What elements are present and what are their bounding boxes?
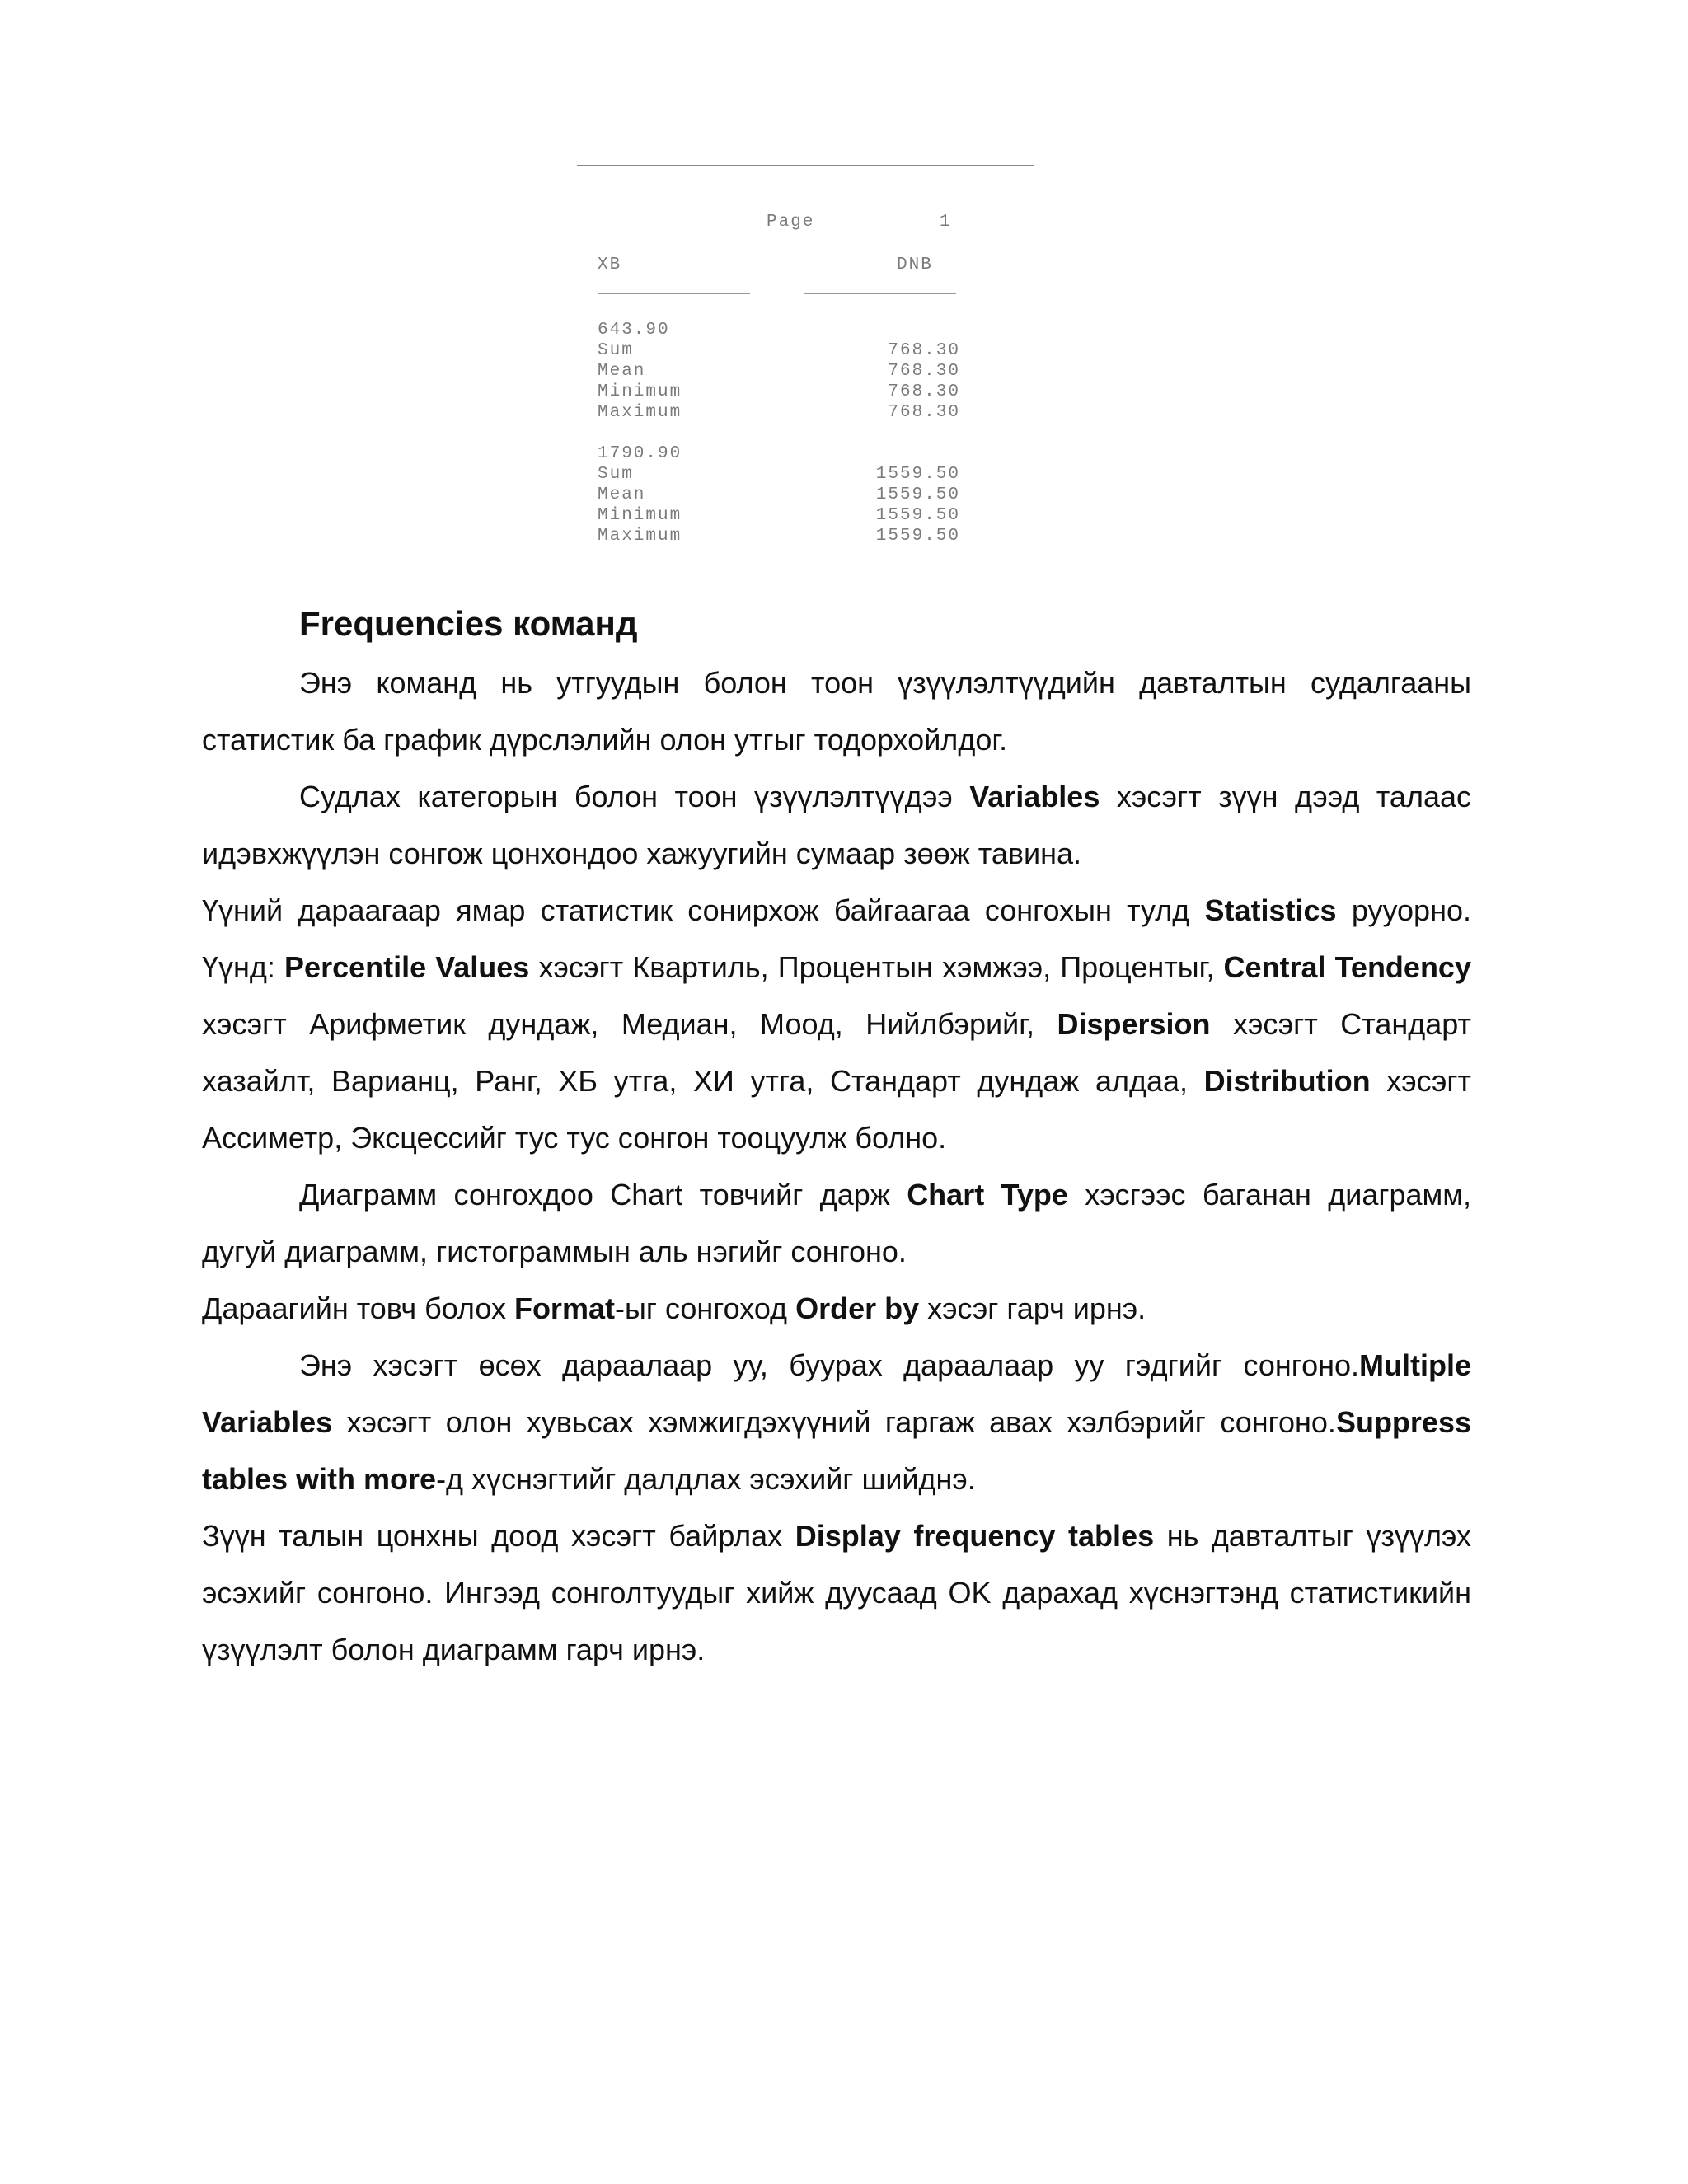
- bold-term: Distribution: [1203, 1064, 1371, 1098]
- paragraph-order: [202, 1337, 1471, 1507]
- report-row-value: 1559.50: [875, 485, 960, 504]
- report-row: [598, 485, 960, 505]
- report-row-value: 768.30: [888, 382, 960, 401]
- text-span: хэсэгт Ассиметр, Эксцессийг тус тус сонгон тооцуулж болно.: [202, 1064, 1471, 1155]
- text-span: хэсэгт олон хувьсах хэмжигдэхүүний гаргаж авах хэлбэрийг сонгоно.: [332, 1405, 1336, 1439]
- report-col1-header: XB: [598, 255, 622, 274]
- report-col2-underline: [804, 293, 956, 294]
- report-row: [598, 402, 960, 423]
- text-span: Үүний дараагаар ямар статистик сонирхож байгаагаа сонгохын тулд: [202, 893, 1205, 927]
- report-row-label: Mean: [598, 485, 646, 504]
- bold-term: Order by: [795, 1291, 920, 1325]
- report-row: [598, 526, 960, 546]
- report-row-label: Maximum: [598, 527, 682, 546]
- text-span: рууорно. Үүнд:: [202, 893, 1471, 984]
- report-col1-underline: [598, 293, 750, 294]
- text-span: Судлах категорын болон тоон үзүүлэлтүүдээ: [299, 780, 970, 813]
- bold-term: Chart Type: [907, 1178, 1068, 1212]
- bold-term: Variables: [969, 780, 1100, 813]
- report-col2-header: DNB: [897, 255, 933, 274]
- report-row-value: 768.30: [888, 341, 960, 360]
- report-row-value: 1559.50: [875, 527, 960, 546]
- text-span: -ыг сонгоход: [614, 1291, 796, 1325]
- text-span: Диаграмм сонгохдоо Chart товчийг дарж: [299, 1178, 907, 1212]
- text-span: хэсэг гарч ирнэ.: [919, 1291, 1146, 1325]
- text-span: Зүүн талын цонхны доод хэсэгт байрлах: [202, 1519, 795, 1553]
- bold-term: Display frequency tables: [795, 1519, 1155, 1553]
- report-group-title: 1790.90: [598, 444, 682, 463]
- document-body: [202, 593, 1471, 1678]
- report-row-label: Minimum: [598, 382, 682, 401]
- report-row-label: Maximum: [598, 403, 682, 422]
- report-row-value: 768.30: [888, 403, 960, 422]
- paragraph-intro: Энэ команд нь утгуудын болон тоон үзүүлэлтүүдийн давталтын судалгааны статистик ба график дүрслэлийн олон утгыг тодорхойлдог.: [202, 666, 1471, 757]
- section-heading: Frequencies команд: [299, 604, 638, 643]
- text-span: нь давталтыг үзүүлэх эсэхийг сонгоно. Ингээд сонголтуудыг хийж дуусаад OK дарахад хүснэгтэнд статистикийн үзүүлэлт болон диаграмм гарч ирнэ.: [202, 1519, 1471, 1666]
- text-span: -д хүснэгтийг далдлах эсэхийг шийднэ.: [436, 1462, 976, 1496]
- report-group: [598, 320, 960, 423]
- text-span: хэсгээс баганан диаграмм, дугуй диаграмм, гистограммын аль нэгийг сонгоно.: [202, 1178, 1472, 1268]
- bold-term: Suppress tables with more: [202, 1405, 1471, 1496]
- report-row: [598, 340, 960, 361]
- text-span: Энэ хэсэгт өсөх дараалаар уу, буурах дараалаар уу гэдгийг сонгоно.: [299, 1348, 1360, 1382]
- report-page-label: Page: [767, 213, 815, 232]
- report-row-value: 768.30: [888, 362, 960, 381]
- report-row-label: Sum: [598, 341, 634, 360]
- paragraph-statistics: [202, 882, 1471, 1166]
- report-row: [598, 382, 960, 402]
- text-span: хэсэгт Квартиль, Процентын хэмжээ, Процентыг,: [529, 950, 1224, 984]
- paragraph-variables: [202, 768, 1471, 882]
- bold-term: Percentile Values: [284, 950, 530, 984]
- report-row-label: Mean: [598, 362, 646, 381]
- report-row: [598, 464, 960, 485]
- text-span: хэсэгт Арифметик дундаж, Медиан, Моод, Нийлбэрийг,: [202, 1007, 1057, 1041]
- report-group-title: 643.90: [598, 321, 670, 340]
- report-row: [598, 505, 960, 526]
- bold-term: Statistics: [1204, 893, 1337, 927]
- paragraph-display: [202, 1507, 1471, 1678]
- paragraph-format: [202, 1280, 1471, 1337]
- bold-term: Format: [513, 1291, 615, 1325]
- bold-term: Dispersion: [1057, 1007, 1211, 1041]
- report-row-label: Minimum: [598, 506, 682, 525]
- report-row-label: Sum: [598, 465, 634, 484]
- paragraph-chart: [202, 1166, 1471, 1280]
- report-row-value: 1559.50: [875, 465, 960, 484]
- bold-term: Central Tendency: [1223, 950, 1471, 984]
- bold-term: Multiple Variables: [202, 1348, 1471, 1439]
- report-group: [598, 443, 960, 546]
- report-page-number: 1: [940, 213, 952, 232]
- text-span: хэсэгт Стандарт хазайлт, Варианц, Ранг, ХБ утга, ХИ утга, Стандарт дундаж алдаа,: [202, 1007, 1471, 1098]
- text-span: Дараагийн товч болох: [202, 1291, 514, 1325]
- report-row-value: 1559.50: [875, 506, 960, 525]
- report-row: [598, 361, 960, 382]
- report-top-rule: [577, 165, 1034, 166]
- text-span: хэсэгт зүүн дээд талаас идэвхжүүлэн сонгож цонхондоо хажуугийн сумаар зөөж тавина.: [202, 780, 1471, 870]
